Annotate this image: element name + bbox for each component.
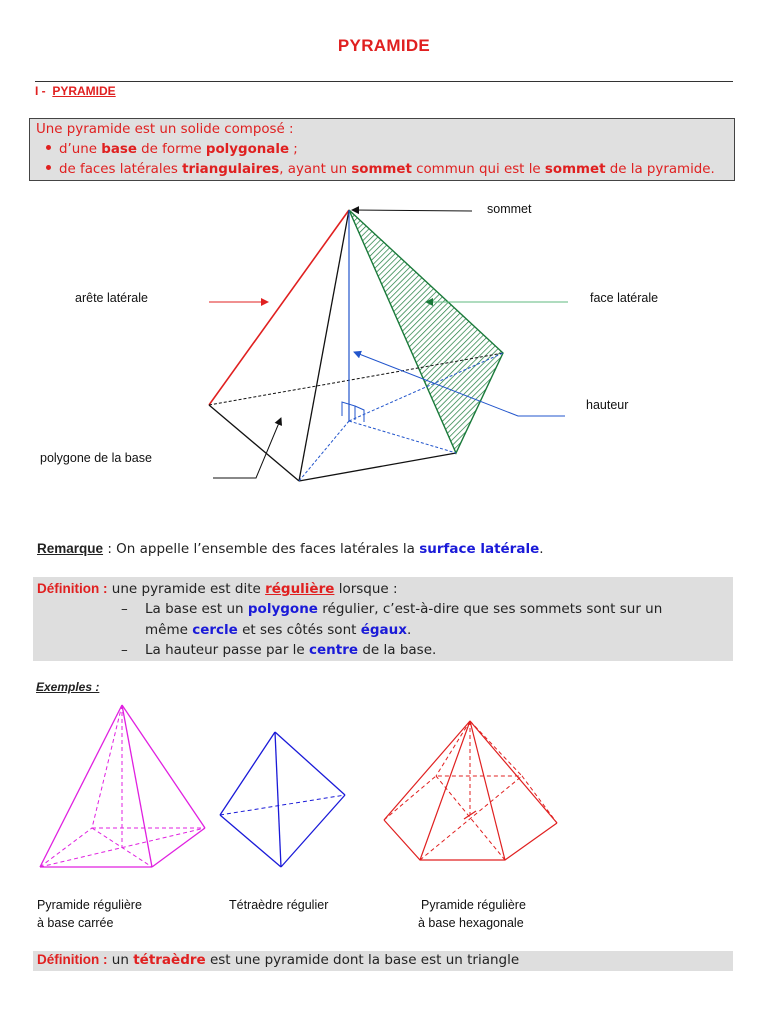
caption-hexagonal-1: Pyramide régulière: [421, 898, 526, 912]
bullet-icon: [46, 145, 51, 150]
section-heading: [35, 84, 116, 98]
label-sommet: sommet: [487, 202, 532, 216]
caption-tetrahedron: Tétraèdre régulier: [229, 898, 329, 912]
square-pyramid: [40, 705, 205, 867]
lateral-edge: [209, 210, 349, 405]
label-arete: arête latérale: [75, 291, 148, 305]
caption-square-1: Pyramide régulière: [37, 898, 142, 912]
sommet-arrow: [352, 210, 472, 211]
hexagonal-pyramid: [384, 721, 557, 860]
intro-bullet-2: de faces latérales triangulaires, ayant un sommet commun qui est le sommet de la pyramide.: [46, 162, 715, 177]
edge: [299, 210, 349, 481]
definition-regular: Définition : une pyramide est dite régulière lorsque : – La base est un polygone régulier, c’est-à-dire que ses sommets sont sur un même cercle et ses côtés sont égaux. – La hauteur passe par le centre de la base.: [33, 577, 733, 661]
intro-box: [29, 118, 735, 181]
label-hauteur: hauteur: [586, 398, 629, 412]
polygone-arrow: [213, 418, 281, 478]
label-face: face latérale: [590, 291, 659, 305]
section-number: I -: [35, 84, 46, 98]
examples-figures: [0, 695, 768, 880]
definition-item-1-cont: même cercle et ses côtés sont égaux.: [145, 622, 412, 638]
page-title: PYRAMIDE: [337, 36, 431, 55]
caption-hexagonal-2: à base hexagonale: [418, 916, 524, 930]
lateral-face: [349, 210, 503, 453]
title-rule: [35, 81, 733, 82]
definition-label: Définition :: [37, 952, 108, 967]
base-edge: [299, 453, 456, 481]
section-label: PYRAMIDE: [52, 84, 116, 98]
bullet-icon: [46, 165, 51, 170]
label-polygone: polygone de la base: [40, 451, 152, 465]
intro-line: Une pyramide est un solide composé :: [36, 122, 294, 137]
tetrahedron: [220, 732, 345, 867]
exemples-heading: Exemples :: [36, 680, 100, 694]
remarque-label: Remarque: [37, 541, 104, 556]
definition-item-2: – La hauteur passe par le centre de la base.: [121, 642, 437, 658]
definition-item-1: – La base est un polygone régulier, c’est-à-dire que ses sommets sont sur un: [121, 601, 663, 617]
intro-bullet-1: d’une base de forme polygonale ;: [46, 142, 298, 157]
definition-tetrahedron: Définition : un tétraèdre est une pyramide dont la base est un triangle: [33, 951, 733, 971]
definition-label: Définition :: [37, 581, 108, 596]
base-edge: [209, 405, 299, 481]
caption-square-2: à base carrée: [37, 916, 114, 930]
remarque: Remarque : On appelle l’ensemble des faces latérales la surface latérale.: [37, 541, 544, 557]
